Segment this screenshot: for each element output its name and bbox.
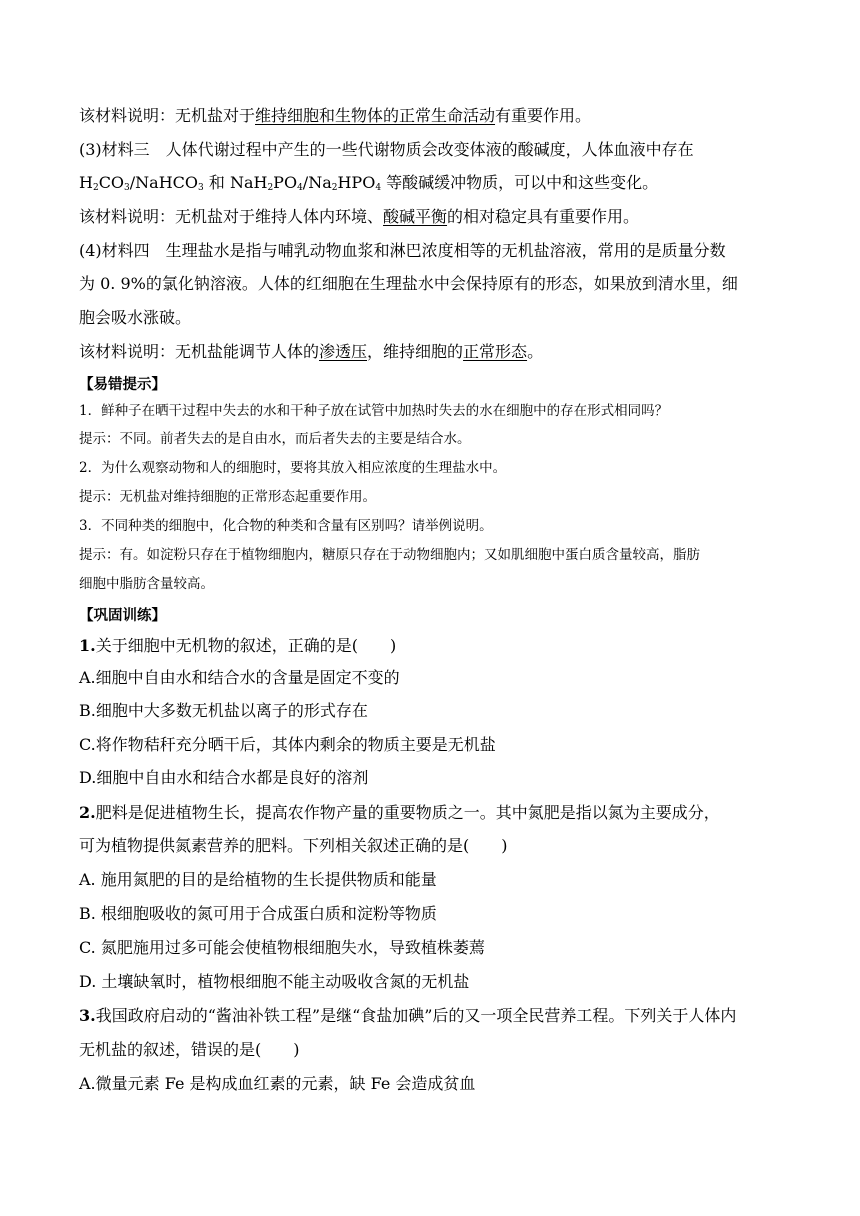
formula-subscript: 2 <box>92 183 99 193</box>
question-text: 关于细胞中无机物的叙述，正确的是( ) <box>95 636 397 655</box>
tip-answer-3-line2: 细胞中脂肪含量较高。 <box>79 576 214 592</box>
formula-text: PO <box>273 173 298 192</box>
tip-question-2: 2．为什么观察动物和人的细胞时，要将其放入相应浓度的生理盐水中。 <box>79 460 507 476</box>
question-1-option-a: A.细胞中自由水和结合水的含量是固定不变的 <box>79 668 400 687</box>
material4-conclusion <box>79 341 543 363</box>
tip-question-3: 3．不同种类的细胞中，化合物的种类和含量有区别吗？请举例说明。 <box>79 518 493 534</box>
conclusion-text: 有重要作用。 <box>495 106 592 125</box>
tip-answer-2: 提示：无机盐对维持细胞的正常形态起重要作用。 <box>79 489 376 505</box>
tip-question-1: 1．鲜种子在晒干过程中失去的水和干种子放在试管中加热时失去的水在细胞中的存在形式相同吗？ <box>79 403 669 419</box>
conclusion-text: ，维持细胞的 <box>367 342 464 361</box>
formula-subscript: 3 <box>124 183 130 193</box>
tip-answer-3-line1: 提示：有。如淀粉只存在于植物细胞内，糖原只存在于动物细胞内；又如肌细胞中蛋白质含量较高，脂肪 <box>79 547 700 563</box>
question-1-option-d: D.细胞中自由水和结合水都是良好的溶剂 <box>79 768 369 787</box>
question-1-option-c: C.将作物秸秆充分晒干后，其体内剩余的物质主要是无机盐 <box>79 735 496 754</box>
formula-text: CO <box>98 173 125 192</box>
tips-heading: 【易错提示】 <box>79 376 166 393</box>
formula-subscript: 2 <box>331 183 338 193</box>
question-text: 肥料是促进植物生长，提高农作物产量的重要物质之一。其中氮肥是指以氮为主要成分， <box>95 803 720 822</box>
formula-text: H <box>79 173 93 192</box>
question-text: 我国政府启动的“酱油补铁工程”是继“食盐加碘”后的又一项全民营养工程。下列关于人体内 <box>95 1006 737 1025</box>
question-1-stem <box>79 635 396 657</box>
question-2-option-b: B. 根细胞吸收的氮可用于合成蛋白质和淀粉等物质 <box>79 904 437 923</box>
question-3-stem-line1 <box>79 1005 736 1027</box>
conclusion-text: 该材料说明：无机盐能调节人体的 <box>79 342 320 361</box>
question-2-option-c: C. 氮肥施用过多可能会使植物根细胞失水，导致植株萎蔫 <box>79 938 485 957</box>
practice-heading: 【巩固训练】 <box>79 607 166 624</box>
material3-conclusion <box>79 206 639 228</box>
formula-text: 和 NaH <box>203 173 268 192</box>
question-2-option-d: D. 土壤缺氧时，植物根细胞不能主动吸收含氮的无机盐 <box>79 972 470 991</box>
formula-text: /Na <box>302 173 332 192</box>
material3-line2 <box>79 172 658 199</box>
question-number: 3. <box>79 1006 96 1025</box>
formula-subscript: 2 <box>267 183 274 193</box>
question-2-option-a: A. 施用氮肥的目的是给植物的生长提供物质和能量 <box>79 870 437 889</box>
conclusion-text: 该材料说明：无机盐对于 <box>79 106 256 125</box>
conclusion-text: 该材料说明：无机盐对于维持人体内环境、 <box>79 207 384 226</box>
question-number: 2. <box>79 803 96 822</box>
formula-subscript: 4 <box>375 183 382 193</box>
tip-answer-1: 提示：不同。前者失去的是自由水，而后者失去的主要是结合水。 <box>79 431 471 447</box>
underlined-answer: 酸碱平衡 <box>383 207 448 226</box>
question-3-stem-line2: 无机盐的叙述，错误的是( ) <box>79 1040 300 1059</box>
underlined-answer: 正常形态 <box>463 342 528 361</box>
material3-line1: (3)材料三 人体代谢过程中产生的一些代谢物质会改变体液的酸碱度，人体血液中存在 <box>79 140 694 159</box>
buffer-formula <box>79 173 381 192</box>
material4-line1: (4)材料四 生理盐水是指与哺乳动物血浆和淋巴浓度相等的无机盐溶液，常用的是质量分数 <box>79 241 726 260</box>
question-2-stem-line2: 可为植物提供氮素营养的肥料。下列相关叙述正确的是( ) <box>79 836 508 855</box>
question-1-option-b: B.细胞中大多数无机盐以离子的形式存在 <box>79 701 368 720</box>
material4-line3: 胞会吸水涨破。 <box>79 308 192 327</box>
material2-conclusion <box>79 105 591 127</box>
formula-text: HPO <box>337 173 376 192</box>
conclusion-text: 。 <box>527 342 544 361</box>
material3-line2-suffix: 等酸碱缓冲物质，可以中和这些变化。 <box>381 173 659 192</box>
question-3-option-a: A.微量元素 Fe 是构成血红素的元素，缺 Fe 会造成贫血 <box>79 1074 476 1093</box>
underlined-answer: 维持细胞和生物体的正常生命活动 <box>255 106 496 125</box>
underlined-answer: 渗透压 <box>319 342 368 361</box>
conclusion-text: 的相对稳定具有重要作用。 <box>447 207 640 226</box>
question-number: 1. <box>79 636 96 655</box>
question-2-stem-line1 <box>79 802 720 824</box>
formula-text: /NaHCO <box>129 173 199 192</box>
formula-subscript: 3 <box>198 183 204 193</box>
formula-subscript: 4 <box>297 183 303 193</box>
material4-line2: 为 0. 9%的氯化钠溶液。人体的红细胞在生理盐水中会保持原有的形态，如果放到清水里，细 <box>79 274 738 293</box>
